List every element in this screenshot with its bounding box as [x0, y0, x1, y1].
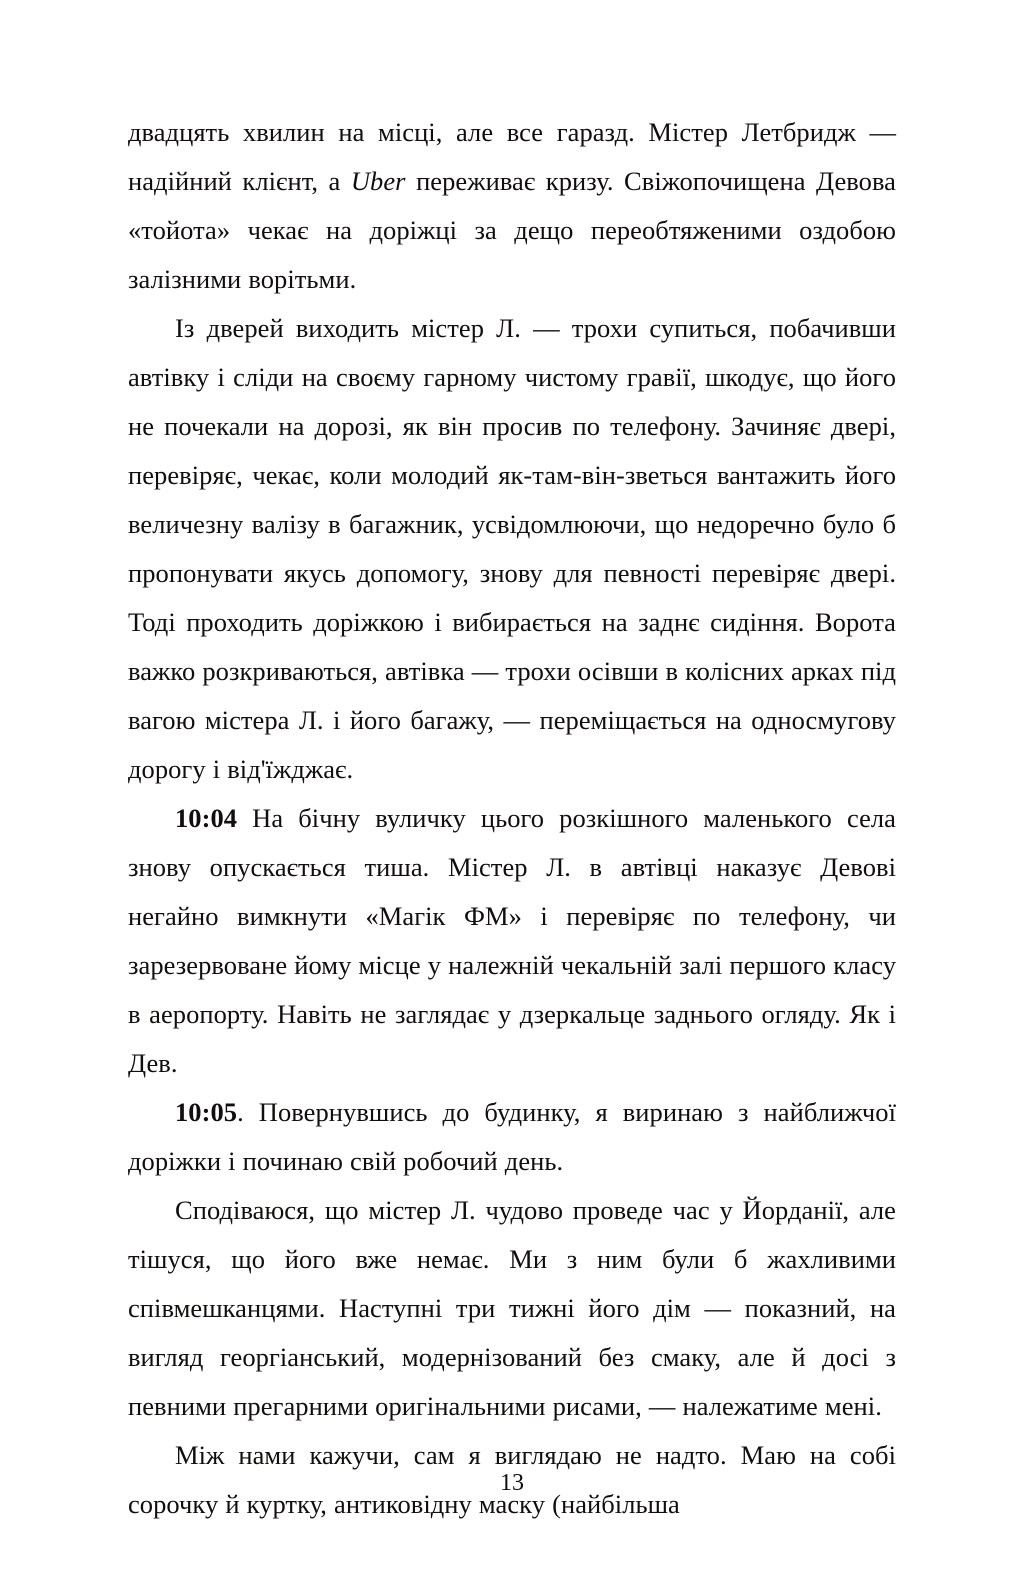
paragraph [128, 108, 896, 304]
text-run: . Повернувшись до будинку, я виринаю з найближчої доріжки і починаю свій робочий день. [128, 1097, 896, 1176]
timestamp: 10:05 [175, 1097, 238, 1127]
text-run: переживає кризу. Свіжопочищена Девова «тойота» чекає на доріжці за дещо переобтяженими оздобою залізними ворітьми. [128, 166, 896, 294]
page-number: 13 [500, 1470, 524, 1496]
paragraph [128, 1088, 896, 1186]
text-run: Сподіваюся, що містер Л. чудово проведе час у Йорданії, але тішуся, що його вже немає. Ми з ним були б жахливими співмешканцями. Наступні три тижні його дім — показний, на вигляд георгіанський, модернізований без смаку, але й досі з певними прегарними оригінальними рисами, — належатиме мені. [128, 1195, 896, 1421]
text-run: Між нами кажучи, сам я виглядаю не надто. Маю на собі сорочку й куртку, антиковідну маску (найбільша [128, 1440, 896, 1519]
paragraph [128, 304, 896, 794]
text-run: Із дверей виходить містер Л. — трохи супиться, побачивши автівку і сліди на своєму гарному чистому гравії, шкодує, що його не почекали на дорозі, як він просив по телефону. Зачиняє двері, перевіряє, чекає, коли молодий як-там-він-зветься вантажить його величезну валізу в багажник, усвідомлюючи, що недоречно було б пропонувати якусь допомогу, знову для певності перевіряє двері. Тоді проходить доріжкою і вибирається на заднє сидіння. Ворота важко розкриваються, автівка — трохи осівши в колісних арках під вагою містера Л. і його багажу, — переміщається на односмугову дорогу і від'їжджає. [128, 313, 896, 784]
text-run: двадцять хвилин на місці, але все гаразд. Містер Летбридж — надійний клієнт, а [128, 117, 896, 196]
page-text-column [128, 108, 896, 1529]
paragraph [128, 1186, 896, 1431]
timestamp: 10:04 [175, 803, 238, 833]
paragraph [128, 794, 896, 1088]
text-run: На бічну вуличку цього розкішного маленького села знову опускається тиша. Містер Л. в автівці наказує Девові негайно вимкнути «Магік ФМ» і перевіряє по телефону, чи зарезервоване йому місце у належній чекальній залі першого класу в аеропорту. Навіть не заглядає у дзеркальце заднього огляду. Як і Дев. [128, 803, 896, 1078]
italic-term: Uber [350, 166, 406, 196]
